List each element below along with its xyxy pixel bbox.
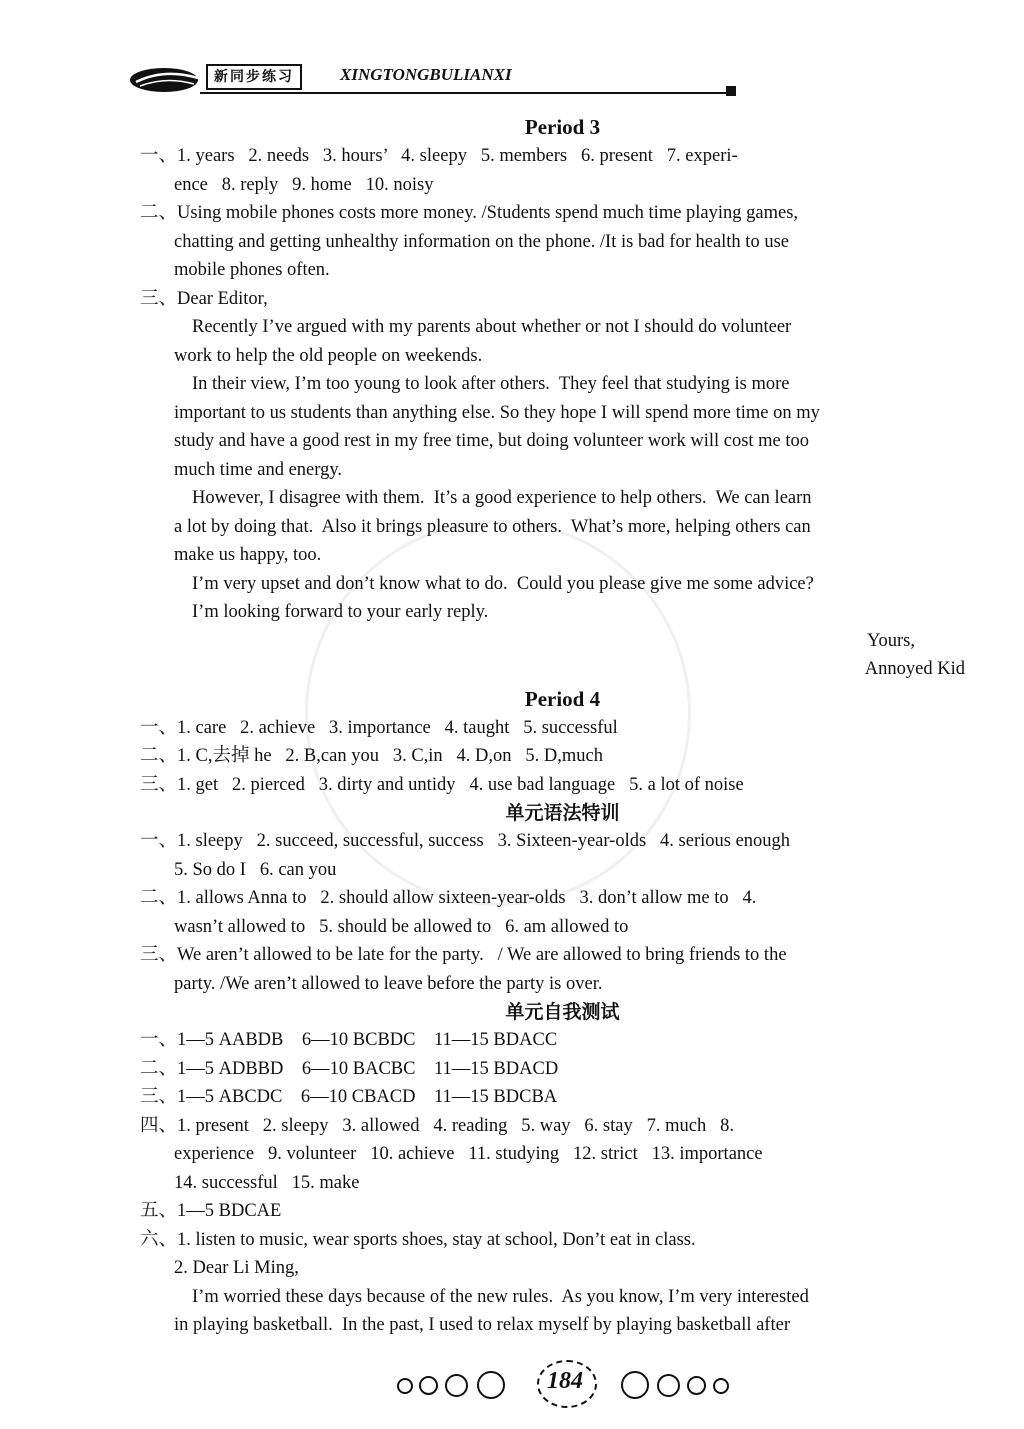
header-rule-end xyxy=(726,86,736,96)
text-line: 四、1. present 2. sleepy 3. allowed 4. reading 5. way 6. stay 7. much 8. xyxy=(140,1115,734,1136)
text-line: 三、Dear Editor, xyxy=(140,288,268,309)
letter-line: important to us students than anything else. So they hope I will spend more time on my xyxy=(174,402,820,423)
text-line: 二、1. C,去掉 he 2. B,can you 3. C,in 4. D,on 5. D,much xyxy=(140,746,603,766)
letter-line: make us happy, too. xyxy=(174,545,322,565)
text-line: party. /We aren’t allowed to leave before the party is over. xyxy=(174,973,603,994)
text-line: 六、1. listen to music, wear sports shoes, stay at school, Don’t eat in class. xyxy=(140,1229,696,1250)
brand-pinyin: XINGTONGBULIANXI xyxy=(340,65,512,84)
answer-content xyxy=(140,112,985,1340)
header-rule xyxy=(200,92,730,94)
text-line: chatting and getting unhealthy information on the phone. /It is bad for health to use xyxy=(174,231,789,252)
page-number: 184 xyxy=(547,1368,583,1394)
text-line: wasn’t allowed to 5. should be allowed to 6. am allowed to xyxy=(174,916,629,937)
text-line: 2. Dear Li Ming, xyxy=(174,1258,299,1278)
text-line: 5. So do I 6. can you xyxy=(174,859,337,880)
decor-dot xyxy=(477,1371,505,1399)
text-line: in playing basketball. In the past, I used to relax myself by playing basketball after xyxy=(174,1315,790,1335)
page-footer xyxy=(395,1360,735,1410)
text-line: I’m worried these days because of the new rules. As you know, I’m very interested xyxy=(192,1286,809,1307)
decor-dot xyxy=(713,1378,729,1394)
letter-line: I’m looking forward to your early reply. xyxy=(192,602,489,622)
text-line: 二、1. allows Anna to 2. should allow sixteen-year-olds 3. don’t allow me to 4. xyxy=(140,888,757,908)
decor-dot xyxy=(397,1378,413,1394)
letter-line: However, I disagree with them. It’s a good experience to help others. We can learn xyxy=(192,488,812,508)
letter-line: a lot by doing that. Also it brings pleasure to others. What’s more, helping others can xyxy=(174,516,811,537)
text-line: experience 9. volunteer 10. achieve 11. studying 12. strict 13. importance xyxy=(174,1144,763,1164)
text-line: 三、1—5 ABCDC 6—10 CBACD 11—15 BDCBA xyxy=(140,1087,558,1107)
page-header xyxy=(128,56,628,96)
text-line: 一、1—5 AABDB 6—10 BCBDC 11—15 BDACC xyxy=(140,1030,558,1050)
text-line: 二、Using mobile phones costs more money. /Students spend much time playing games, xyxy=(140,203,799,223)
text-line: 一、1. care 2. achieve 3. importance 4. taught 5. successful xyxy=(140,717,618,738)
book-logo-icon xyxy=(128,64,204,94)
decor-dot xyxy=(687,1376,706,1395)
text-line: 二、1—5 ADBBD 6—10 BACBC 11—15 BDACD xyxy=(140,1058,559,1079)
letter-line: study and have a good rest in my free time, but doing volunteer work will cost me too xyxy=(174,431,810,451)
period4-title: Period 4 xyxy=(524,686,601,711)
decor-dot xyxy=(657,1374,680,1397)
text-line: 14. successful 15. make xyxy=(174,1172,360,1193)
text-line: 三、We aren’t allowed to be late for the party. / We are allowed to bring friends to the xyxy=(140,945,787,965)
letter-signature: Annoyed Kid xyxy=(864,659,965,679)
grammar-title: 单元语法特训 xyxy=(505,802,620,824)
letter-line: In their view, I’m too young to look after others. They feel that studying is more xyxy=(192,374,790,394)
decor-dot xyxy=(621,1371,649,1399)
letter-line: I’m very upset and don’t know what to do. Could you please give me some advice? xyxy=(192,573,814,594)
decor-dot xyxy=(419,1376,438,1395)
letter-line: work to help the old people on weekends. xyxy=(174,345,483,366)
text-line: ence 8. reply 9. home 10. noisy xyxy=(174,174,434,195)
text-line: 一、1. sleepy 2. succeed, successful, success 3. Sixteen-year-olds 4. serious enough xyxy=(140,831,791,851)
text-line: mobile phones often. xyxy=(174,260,330,280)
brand-name: 新同步练习 xyxy=(206,64,302,90)
decor-dot xyxy=(445,1374,468,1397)
letter-closing: Yours, xyxy=(867,630,915,651)
selftest-title: 单元自我测试 xyxy=(505,1001,620,1023)
text-line: 一、1. years 2. needs 3. hours’ 4. sleepy 5. members 6. present 7. experi- xyxy=(140,146,738,166)
letter-line: much time and energy. xyxy=(174,459,342,480)
letter-line: Recently I’ve argued with my parents about whether or not I should do volunteer xyxy=(192,317,792,337)
period3-title: Period 3 xyxy=(524,115,601,139)
text-line: 三、1. get 2. pierced 3. dirty and untidy 4. use bad language 5. a lot of noise xyxy=(140,774,744,795)
text-line: 五、1—5 BDCAE xyxy=(140,1201,282,1221)
